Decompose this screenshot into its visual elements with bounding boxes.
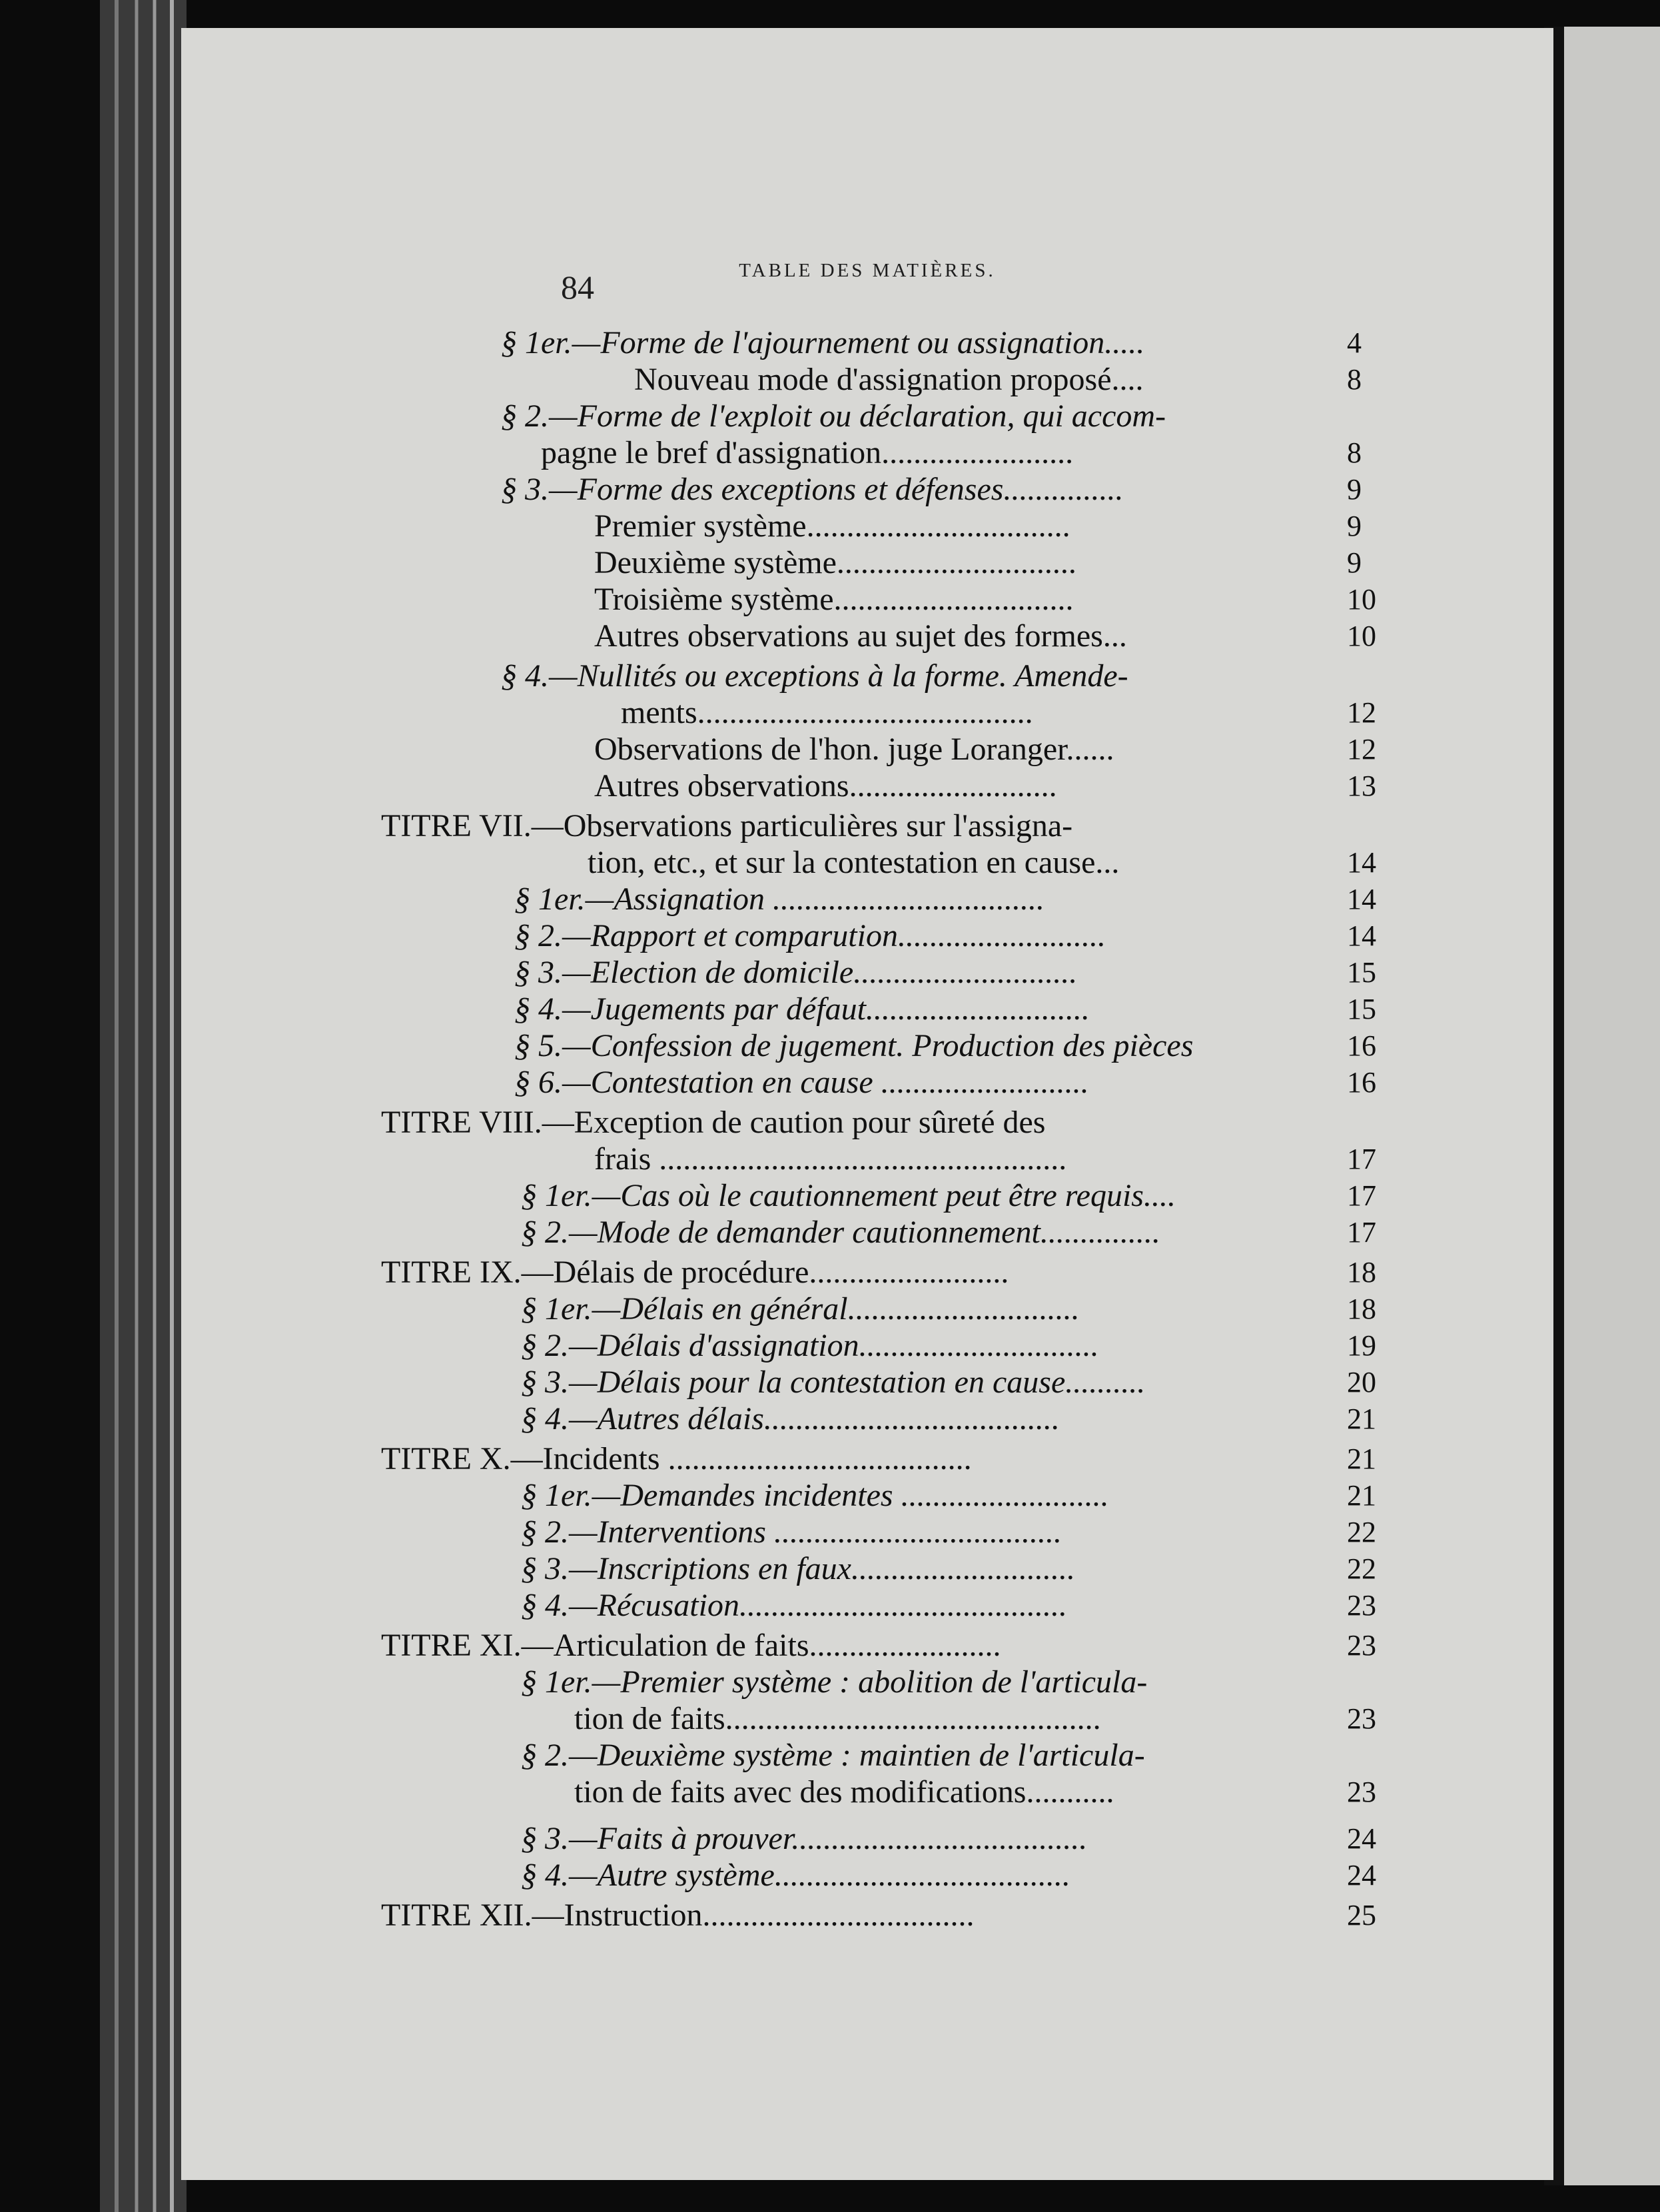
toc-entry-label: tion de faits avec des modifications........... [574, 1774, 1114, 1810]
toc-entry-label: frais ................................................... [594, 1141, 1067, 1177]
toc-entry-label: § 3.—Election de domicile............................ [514, 955, 1078, 990]
toc-entry-page: 22 [1347, 1552, 1376, 1585]
toc-entry-page: 12 [1347, 733, 1376, 766]
toc-entry-page: 14 [1347, 883, 1376, 915]
toc-entry-page: 15 [1347, 993, 1376, 1025]
toc-entry [521, 1550, 1075, 1588]
toc-entry-page: 16 [1347, 1029, 1376, 1062]
toc-entry [588, 844, 1119, 881]
toc-entry-page: 17 [1347, 1216, 1376, 1249]
toc-entry-page: 14 [1347, 846, 1376, 879]
toc-entry-label: pagne le bref d'assignation........................ [541, 435, 1074, 470]
toc-entry [521, 1737, 1145, 1774]
toc-entry-label: § 2.—Deuxième système : maintien de l'articula- [521, 1738, 1145, 1773]
toc-entry [501, 324, 1144, 362]
toc-entry [501, 398, 1166, 435]
toc-entry-label: TITRE X.—Incidents ...................................... [381, 1441, 972, 1476]
toc-entry-label: Autres observations au sujet des formes... [594, 618, 1127, 654]
toc-entry-label: § 3.—Forme des exceptions et défenses............... [501, 472, 1124, 507]
toc-entry [514, 991, 1090, 1028]
toc-entry-label: § 3.—Inscriptions en faux............................ [521, 1551, 1075, 1586]
toc-entry-page: 15 [1347, 956, 1376, 989]
toc-entry-label: TITRE XI.—Articulation de faits........................ [381, 1628, 1001, 1663]
toc-entry-page: 9 [1347, 473, 1362, 506]
toc-entry-page: 12 [1347, 696, 1376, 729]
toc-entry-label: § 4.—Autres délais..................................... [521, 1401, 1060, 1436]
toc-entry-label: § 2.—Rapport et comparution.......................... [514, 918, 1106, 953]
toc-entry-page: 8 [1347, 436, 1362, 469]
toc-entry [501, 471, 1123, 508]
toc-entry-label: § 2.—Forme de l'exploit ou déclaration, qui accom- [501, 398, 1166, 434]
toc-entry [514, 1027, 1193, 1065]
toc-entry [634, 361, 1144, 398]
toc-entry [594, 1141, 1066, 1178]
toc-entry-page: 21 [1347, 1479, 1376, 1512]
toc-entry [514, 917, 1106, 955]
toc-entry-page: 16 [1347, 1066, 1376, 1099]
toc-entry-page: 9 [1347, 510, 1362, 542]
toc-entry [521, 1857, 1070, 1894]
toc-entry-label: TITRE IX.—Délais de procédure......................... [381, 1255, 1009, 1290]
toc-entry [594, 544, 1076, 582]
toc-entry-page: 24 [1347, 1859, 1376, 1892]
toc-entry-label: § 1er.—Forme de l'ajournement ou assignation..... [501, 325, 1145, 360]
toc-entry [594, 581, 1074, 618]
toc-entry-label: Autres observations.......................... [594, 768, 1057, 804]
toc-entry-page: 18 [1347, 1256, 1376, 1289]
toc-entry [521, 1587, 1067, 1624]
toc-entry-label: Deuxième système.............................. [594, 545, 1076, 580]
toc-entry-page: 13 [1347, 770, 1376, 802]
book-page [181, 28, 1553, 2180]
toc-entry-label: § 1er.—Premier système : abolition de l'articula- [521, 1664, 1148, 1700]
toc-entry-label: § 1er.—Délais en général............................. [521, 1291, 1080, 1327]
toc-entry-page: 8 [1347, 363, 1362, 396]
toc-entry-page: 14 [1347, 919, 1376, 952]
toc-entry [514, 954, 1077, 991]
toc-entry-label: TITRE VIII.—Exception de caution pour sûreté des [381, 1105, 1046, 1140]
toc-entry [521, 1364, 1145, 1401]
toc-entry-label: ments.......................................... [621, 695, 1033, 730]
toc-entry [521, 1291, 1080, 1328]
toc-entry-label: § 3.—Délais pour la contestation en cause.......... [521, 1365, 1146, 1400]
toc-entry-page: 18 [1347, 1293, 1376, 1325]
toc-entry [574, 1700, 1101, 1738]
toc-entry-page: 20 [1347, 1366, 1376, 1398]
toc-entry-page: 23 [1347, 1589, 1376, 1622]
toc-entry-label: tion de faits............................................... [574, 1701, 1101, 1736]
toc-entry-page: 17 [1347, 1143, 1376, 1175]
toc-entry [514, 1064, 1089, 1101]
toc-entry [621, 694, 1033, 732]
toc-entry-page: 19 [1347, 1329, 1376, 1362]
toc-entry [521, 1214, 1160, 1251]
toc-entry-label: tion, etc., et sur la contestation en cause... [588, 845, 1120, 880]
toc-entry [594, 508, 1070, 545]
toc-entry-page: 10 [1347, 620, 1376, 652]
toc-entry-label: TITRE VII.—Observations particulières sur l'assigna- [381, 808, 1073, 843]
toc-entry-label: § 3.—Faits à prouver..................................... [521, 1821, 1088, 1856]
toc-entry [381, 1254, 1009, 1291]
toc-entry-label: Premier système................................. [594, 508, 1070, 544]
toc-entry-label: § 4.—Nullités ou exceptions à la forme. Amende- [501, 658, 1128, 694]
toc-entry-label: § 5.—Confession de jugement. Production des pièces [514, 1028, 1194, 1063]
toc-entry-label: Troisième système.............................. [594, 582, 1074, 617]
toc-entry-page: 21 [1347, 1442, 1376, 1475]
toc-entry-page: 21 [1347, 1402, 1376, 1435]
toc-entry [521, 1327, 1099, 1365]
toc-entry [521, 1664, 1147, 1701]
toc-entry [521, 1400, 1060, 1438]
toc-entry [381, 1897, 975, 1934]
toc-entry [521, 1820, 1087, 1858]
toc-entry-page: 23 [1347, 1776, 1376, 1808]
toc-entry [521, 1477, 1109, 1514]
toc-entry-page: 4 [1347, 326, 1362, 359]
toc-entry-label: § 4.—Récusation......................................... [521, 1588, 1067, 1623]
toc-entry-page: 24 [1347, 1822, 1376, 1855]
toc-entry-label: § 4.—Autre système..................................... [521, 1858, 1070, 1893]
toc-entry [541, 434, 1073, 472]
toc-entry-label: § 1er.—Demandes incidentes .......................... [521, 1478, 1109, 1513]
page-number: 84 [561, 269, 594, 306]
toc-entry-label: TITRE XII.—Instruction.................................. [381, 1898, 975, 1933]
toc-entry-label: § 1er.—Assignation .................................. [514, 881, 1045, 917]
toc-entry [594, 768, 1057, 805]
toc-entry [594, 731, 1114, 768]
toc-entry-page: 17 [1347, 1179, 1376, 1212]
toc-entry [381, 1104, 1045, 1141]
toc-entry-page: 23 [1347, 1702, 1376, 1735]
toc-entry-page: 22 [1347, 1516, 1376, 1548]
toc-entry-label: Nouveau mode d'assignation proposé.... [634, 362, 1144, 397]
toc-entry-page: 25 [1347, 1899, 1376, 1932]
toc-entry-label: § 1er.—Cas où le cautionnement peut être requis.... [521, 1178, 1176, 1213]
toc-entry-label: § 2.—Délais d'assignation.............................. [521, 1328, 1099, 1363]
toc-entry-label: § 2.—Mode de demander cautionnement............... [521, 1215, 1160, 1250]
toc-entry-page: 9 [1347, 546, 1362, 579]
toc-entry-label: § 4.—Jugements par défaut............................ [514, 991, 1090, 1027]
toc-entry [574, 1774, 1114, 1811]
running-title: TABLE DES MATIÈRES. [739, 260, 996, 281]
toc-entry [521, 1514, 1062, 1551]
toc-entry-label: § 6.—Contestation en cause .......................... [514, 1065, 1089, 1100]
toc-entry-page: 23 [1347, 1629, 1376, 1662]
table-of-contents [181, 28, 1553, 2180]
toc-entry [501, 658, 1128, 695]
toc-entry [381, 1440, 972, 1478]
toc-entry [381, 808, 1072, 845]
toc-entry-label: Observations de l'hon. juge Loranger...... [594, 732, 1114, 767]
toc-entry [521, 1177, 1176, 1215]
toc-entry [594, 618, 1127, 655]
toc-entry-page: 10 [1347, 583, 1376, 616]
toc-entry [514, 881, 1044, 918]
toc-entry-label: § 2.—Interventions .................................... [521, 1514, 1062, 1550]
toc-entry [381, 1627, 1001, 1664]
